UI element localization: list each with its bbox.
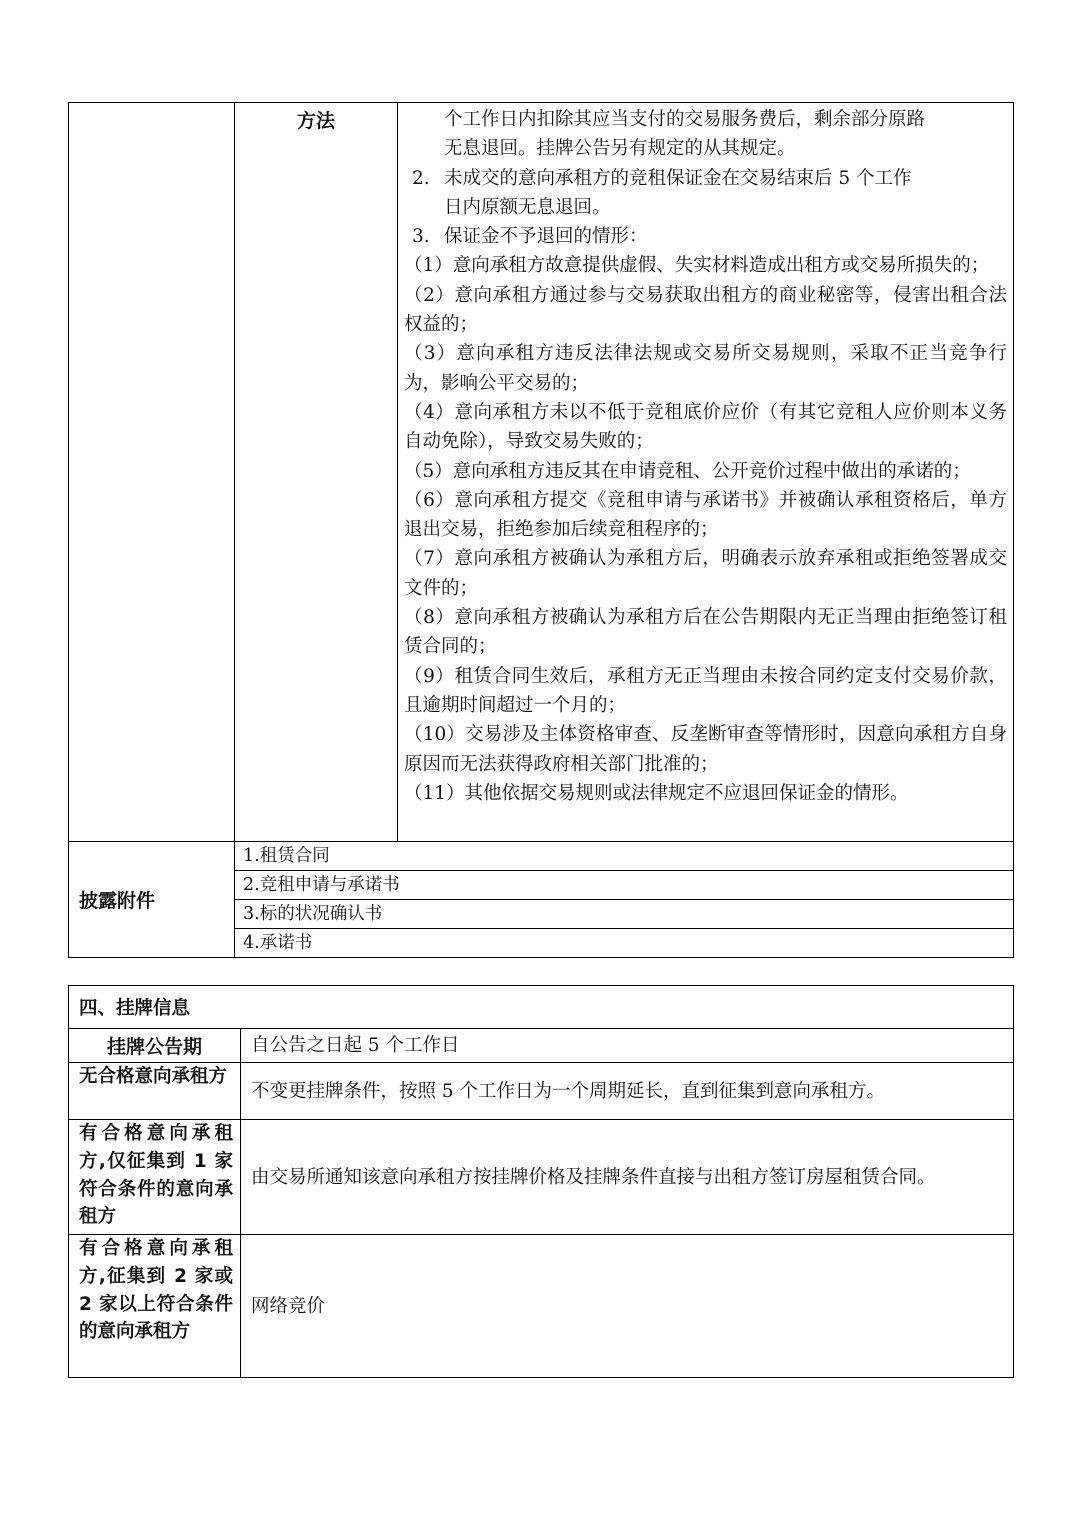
attachment-item: 2.竞租申请与承诺书 (235, 871, 1014, 900)
forfeit-case-9: （9）租赁合同生效后，承租方无正当理由未按合同约定支付交易价款，且逾期时间超过一个月的； (404, 665, 1007, 716)
single-tenant-value: 由交易所通知该意向承租方按挂牌价格及挂牌条件直接与出租方签订房屋租赁合同。 (241, 1120, 1014, 1235)
rule-item-3 (404, 222, 1007, 251)
forfeit-case-8: （8）意向承租方被确认为承租方后在公告期限内无正当理由拒绝签订租赁合同的； (404, 607, 1007, 658)
forfeit-case-10: （10）交易涉及主体资格审查、反垄断审查等情形时，因意向承租方自身原因而无法获得政府相关部门批准的； (404, 724, 1007, 775)
method-label: 方法 (235, 103, 398, 842)
section-title: 四、挂牌信息 (69, 986, 1014, 1029)
forfeit-case-6: （6）意向承租方提交《竞租申请与承诺书》并被确认承租资格后，单方退出交易，拒绝参加后续竞租程序的； (404, 489, 1007, 541)
deposit-rules-table (68, 102, 1014, 958)
multiple-tenants-value: 网络竞价 (241, 1235, 1014, 1378)
rule-item-text: 未成交的意向承租方的竞租保证金在交易结束后 5 个工作 (444, 167, 912, 189)
rule-item-text: 保证金不予退回的情形： (444, 226, 648, 248)
single-tenant-label: 有合格意向承租方,仅征集到 1 家符合条件的意向承租方 (69, 1120, 241, 1235)
rule-item-2 (404, 164, 1007, 193)
rule-line: 无息退回。挂牌公告另有规定的从其规定。 (444, 138, 796, 160)
attachment-item: 3.标的状况确认书 (235, 900, 1014, 929)
forfeit-case-1: （1）意向承租方故意提供虚假、失实材料造成出租方或交易所损失的； (404, 255, 990, 277)
rule-line: 个工作日内扣除其应当支付的交易服务费后，剩余部分原路 (444, 109, 926, 130)
rule-item-number: 2. (412, 167, 430, 189)
deposit-refund-rules (398, 103, 1014, 842)
listing-info-table (68, 985, 1014, 1378)
multiple-tenants-label: 有合格意向承租方,征集到 2 家或 2 家以上符合条件的意向承租方 (69, 1235, 241, 1378)
attachment-item: 1.租赁合同 (235, 842, 1014, 871)
rule-item-number: 3. (412, 226, 430, 248)
forfeit-case-3: （3）意向承租方违反法律法规或交易所交易规则，采取不正当竞争行为，影响公平交易的； (404, 343, 1007, 394)
listing-period-value: 自公告之日起 5 个工作日 (241, 1029, 1014, 1063)
forfeit-case-5: （5）意向承租方违反其在申请竞租、公开竞价过程中做出的承诺的； (404, 460, 971, 482)
empty-category-cell (69, 103, 235, 842)
forfeit-case-4: （4）意向承租方未以不低于竞租底价应价（有其它竞租人应价则本义务自动免除），导致交易失败的； (404, 401, 1007, 453)
no-qualified-tenant-label: 无合格意向承租方 (69, 1063, 241, 1120)
attachment-item: 4.承诺书 (235, 929, 1014, 958)
listing-period-label: 挂牌公告期 (69, 1029, 241, 1063)
rule-line: 日内原额无息退回。 (444, 196, 611, 218)
forfeit-case-2: （2）意向承租方通过参与交易获取出租方的商业秘密等，侵害出租合法权益的； (404, 284, 1007, 336)
no-qualified-tenant-value: 不变更挂牌条件，按照 5 个工作日为一个周期延长，直到征集到意向承租方。 (241, 1063, 1014, 1120)
forfeit-case-7: （7）意向承租方被确认为承租方后，明确表示放弃承租或拒绝签署成交文件的； (404, 548, 1007, 599)
forfeit-case-11: （11）其他依据交易规则或法律规定不应退回保证金的情形。 (404, 782, 909, 804)
disclosure-attachments-label: 披露附件 (69, 842, 235, 958)
